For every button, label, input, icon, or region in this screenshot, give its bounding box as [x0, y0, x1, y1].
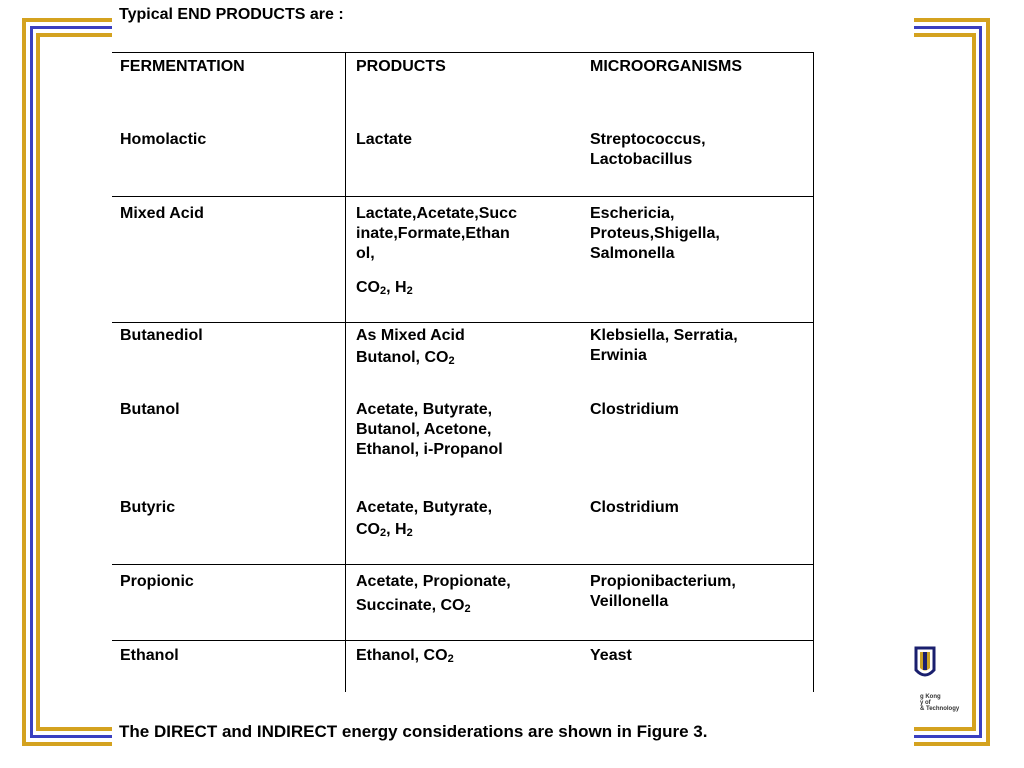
row-propionic-fermentation: Propionic [120, 573, 194, 590]
slide-footer-text: The DIRECT and INDIRECT energy considerations are shown in Figure 3. [119, 722, 708, 741]
table-right-border [813, 52, 814, 692]
row-ethanol-products-gas: Ethanol, $CO_2$ [356, 647, 454, 665]
slide-heading: Typical END PRODUCTS are : [119, 6, 344, 23]
row-homolactic-microorganisms: Streptococcus, Lactobacillus [590, 131, 706, 168]
row-ethanol-microorganisms: Yeast [590, 647, 632, 664]
row-butanol-fermentation: Butanol [120, 401, 180, 418]
row-propionic-products-gas: Succinate, $CO_2$ [356, 597, 471, 615]
table-top-border [112, 52, 814, 53]
row-ethanol-fermentation: Ethanol [120, 647, 179, 664]
column-divider [345, 52, 346, 692]
header-fermentation: FERMENTATION [120, 58, 245, 75]
row-butyric-products: Acetate, Butyrate, [356, 499, 493, 516]
row-mixed-acid-fermentation: Mixed Acid [120, 205, 204, 222]
row-butyric-fermentation: Butyric [120, 499, 176, 516]
row-butanediol-fermentation: Butanediol [120, 327, 203, 344]
row-divider [112, 322, 814, 323]
row-butanediol-products: As Mixed Acid [356, 327, 465, 344]
row-butanediol-microorganisms: Klebsiella, Serratia, Erwinia [590, 327, 738, 364]
row-butyric-products-gas: $CO_2$, $H_2$ [356, 521, 413, 539]
university-crest-icon [902, 640, 972, 730]
row-homolactic-products: Lactate [356, 131, 413, 148]
row-divider [112, 196, 814, 197]
row-butanol-products: Acetate, Butyrate, Butanol, Acetone, Ethanol, i-Propanol [356, 401, 503, 458]
logo-caption: g Kong y of & Technology [920, 694, 960, 712]
fermentation-table [112, 52, 814, 692]
header-microorganisms: MICROORGANISMS [590, 58, 742, 75]
row-mixed-acid-products-gas: $CO_2$, $H_2$ [356, 279, 413, 297]
row-homolactic-fermentation: Homolactic [120, 131, 207, 148]
row-mixed-acid-products: Lactate,Acetate,Succ inate,Formate,Ethan ol, [356, 205, 517, 262]
row-propionic-microorganisms: Propionibacterium, Veillonella [590, 573, 736, 610]
row-butanol-microorganisms: Clostridium [590, 401, 679, 418]
row-butanediol-products-gas: Butanol, $CO_2$ [356, 349, 455, 367]
header-products: PRODUCTS [356, 58, 446, 75]
row-divider [112, 640, 814, 641]
row-butyric-microorganisms: Clostridium [590, 499, 679, 516]
row-propionic-products: Acetate, Propionate, [356, 573, 511, 590]
row-divider [112, 564, 814, 565]
row-mixed-acid-microorganisms: Eschericia, Proteus,Shigella, Salmonella [590, 205, 720, 262]
